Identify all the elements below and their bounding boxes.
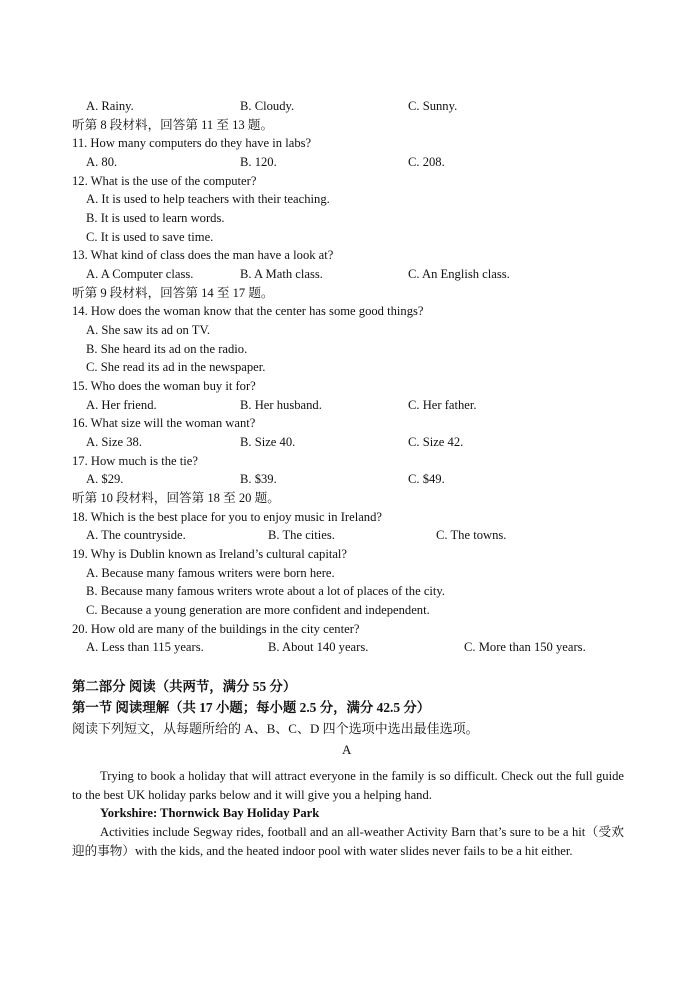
q15-option-a: A. Her friend. <box>86 398 157 412</box>
q17-stem: 17. How much is the tie? <box>72 454 198 468</box>
q17-options <box>0 471 695 487</box>
q16-stem: 16. What size will the woman want? <box>72 416 256 430</box>
q13-option-b: B. A Math class. <box>240 267 323 281</box>
q13-option-c: C. An English class. <box>408 267 510 281</box>
part-2-title: 第二部分 阅读（共两节，满分 55 分） <box>72 679 297 694</box>
section-10-header: 听第 10 段材料，回答第 18 至 20 题。 <box>72 491 280 505</box>
q18-option-b: B. The cities. <box>268 528 335 542</box>
q20-stem: 20. How old are many of the buildings in the city center? <box>72 622 360 636</box>
q12-stem: 12. What is the use of the computer? <box>72 174 257 188</box>
q16-option-a: A. Size 38. <box>86 435 142 449</box>
q11-options <box>0 154 695 170</box>
q14-option-c: C. She read its ad in the newspaper. <box>86 360 266 374</box>
q16-option-b: B. Size 40. <box>240 435 296 449</box>
q18-options <box>0 527 695 543</box>
q11-option-a: A. 80. <box>86 155 118 169</box>
q20-option-a: A. Less than 115 years. <box>86 640 204 654</box>
section-1-title: 第一节 阅读理解（共 17 小题；每小题 2.5 分，满分 42.5 分） <box>72 700 431 715</box>
q20-option-c: C. More than 150 years. <box>464 640 586 654</box>
passage-label: A <box>342 742 352 757</box>
q18-option-c: C. The towns. <box>436 528 507 542</box>
q15-option-b: B. Her husband. <box>240 398 322 412</box>
q11-option-b: B. 120. <box>240 155 277 169</box>
park-title: Yorkshire: Thornwick Bay Holiday Park <box>100 806 320 820</box>
q18-option-a: A. The countryside. <box>86 528 186 542</box>
q10-option-a: A. Rainy. <box>86 99 134 113</box>
section-9-header: 听第 9 段材料，回答第 14 至 17 题。 <box>72 286 274 300</box>
q15-options <box>0 397 695 413</box>
q12-option-a: A. It is used to help teachers with their teaching. <box>86 192 330 206</box>
q10-option-c: C. Sunny. <box>408 99 458 113</box>
q19-option-c: C. Because a young generation are more confident and independent. <box>86 603 430 617</box>
passage-intro-paragraph: Trying to book a holiday that will attract everyone in the family is so difficult. Check out the full guide to the best UK holiday parks below and it will give you a helping hand. <box>72 769 624 802</box>
q12-option-b: B. It is used to learn words. <box>86 211 225 225</box>
q19-option-a: A. Because many famous writers were born here. <box>86 566 335 580</box>
park-description-paragraph: Activities include Segway rides, football and an all-weather Activity Barn that’s sure to be a hit（受欢迎的事物）with the kids, and the heated indoor pool with water slides never fails to be a hit either. <box>72 825 624 858</box>
q17-option-c: C. $49. <box>408 472 445 486</box>
q10-option-b: B. Cloudy. <box>240 99 295 113</box>
q14-stem: 14. How does the woman know that the center has some good things? <box>72 304 424 318</box>
reading-instructions: 阅读下列短文，从每题所给的 A、B、C、D 四个选项中选出最佳选项。 <box>72 721 479 736</box>
q11-option-c: C. 208. <box>408 155 445 169</box>
q19-option-b: B. Because many famous writers wrote about a lot of places of the city. <box>86 584 446 598</box>
q20-options <box>0 639 695 655</box>
q16-options <box>0 434 695 450</box>
q20-option-b: B. About 140 years. <box>268 640 369 654</box>
q14-option-a: A. She saw its ad on TV. <box>86 323 211 337</box>
q13-options <box>0 266 695 282</box>
q17-option-a: A. $29. <box>86 472 124 486</box>
q13-option-a: A. A Computer class. <box>86 267 194 281</box>
q11-stem: 11. How many computers do they have in labs? <box>72 136 312 150</box>
q10-options <box>0 98 695 114</box>
section-8-header: 听第 8 段材料，回答第 11 至 13 题。 <box>72 118 274 132</box>
q14-option-b: B. She heard its ad on the radio. <box>86 342 248 356</box>
q15-option-c: C. Her father. <box>408 398 477 412</box>
q13-stem: 13. What kind of class does the man have a look at? <box>72 248 334 262</box>
q15-stem: 15. Who does the woman buy it for? <box>72 379 256 393</box>
q12-option-c: C. It is used to save time. <box>86 230 214 244</box>
q19-stem: 19. Why is Dublin known as Ireland’s cultural capital? <box>72 547 348 561</box>
q18-stem: 18. Which is the best place for you to enjoy music in Ireland? <box>72 510 382 524</box>
q16-option-c: C. Size 42. <box>408 435 464 449</box>
q17-option-b: B. $39. <box>240 472 277 486</box>
